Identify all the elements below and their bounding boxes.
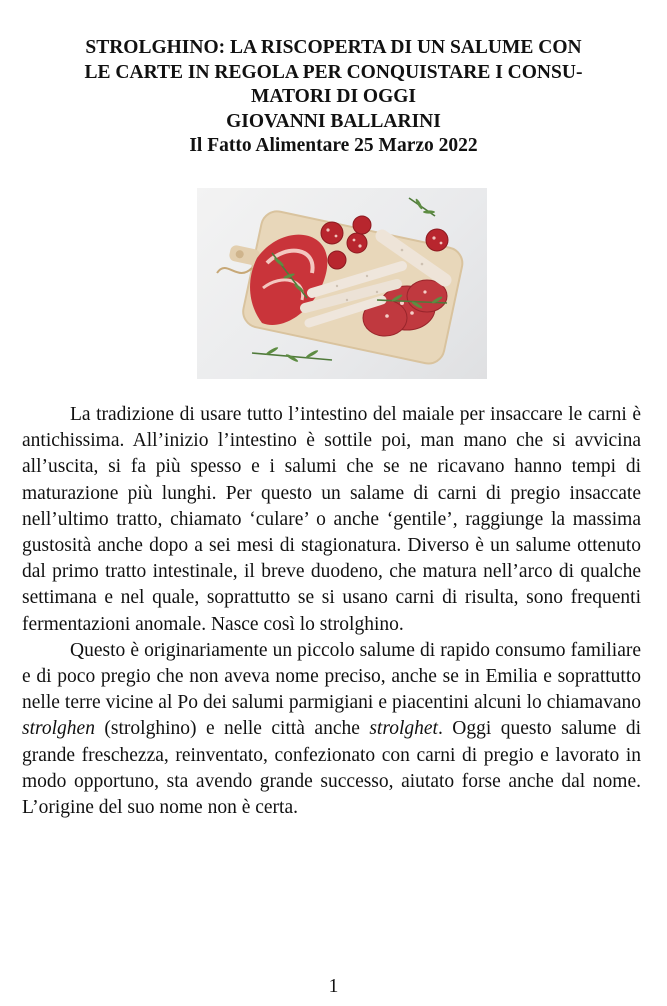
author-name: GIOVANNI BALLARINI <box>226 110 441 132</box>
paragraph-1: La tradizione di usare tutto l’intestino del maiale per insaccare le carni è antichissima. All’inizio l’intestino è sottile poi, man mano che si avvicina all’uscita, si fa più spesso e i salumi che se ne ricavano hanno tempi di maturazione più lunghi. Per questo un salame di carni di pregio insaccate nell’ultimo tratto, chiamato ‘culare’ o anche ‘gentile’, raggiunge la massima gustosità anche dopo a sei mesi di stagionatura. Diverso è un salume ottenuto dal primo tratto intestinale, il breve duodeno, che matura nell’arco di qualche settimana e nel quale, soprattutto se si usano carni di risulta, sono frequenti fermentazioni anomale. Nasce così lo strolghino. <box>22 404 641 635</box>
title-line-2: LE CARTE IN REGOLA PER CONQUISTARE I CONSU- <box>84 61 583 83</box>
italic-term-strolghet: strolghet <box>369 718 438 740</box>
charcuterie-board-photo <box>197 188 487 379</box>
article-header <box>20 36 647 159</box>
paragraph-2-part-3: . Oggi questo salume di grande freschezza, reinventato, confezionato con carni di pregio e lavorato in modo opportuno, sta avendo grande successo, aiutato forse anche dal nome. L’origine del suo nome non è certa. <box>22 718 641 819</box>
charcuterie-board-icon <box>197 188 487 379</box>
paragraph-2-part-1: Questo è originariamente un piccolo salume di rapido consumo familiare e di poco pregio che non aveva nome preciso, anche se in Emilia e soprattutto nelle terre vicine al Po dei salumi parmigiani e piacentini alcuni lo chiamavano <box>22 639 641 714</box>
article-body <box>22 402 641 821</box>
title-line-3: MATORI DI OGGI <box>250 86 417 107</box>
title-line-1: STROLGHINO: LA RISCOPERTA DI UN SALUME CON <box>85 37 582 58</box>
paragraph-2 <box>22 638 641 821</box>
page-number: 1 <box>328 976 339 997</box>
paragraph-2-part-2: (strolghino) e nelle città anche <box>94 718 370 740</box>
source-date: Il Fatto Alimentare 25 Marzo 2022 <box>189 135 478 156</box>
italic-term-strolghen: strolghen <box>22 718 95 740</box>
